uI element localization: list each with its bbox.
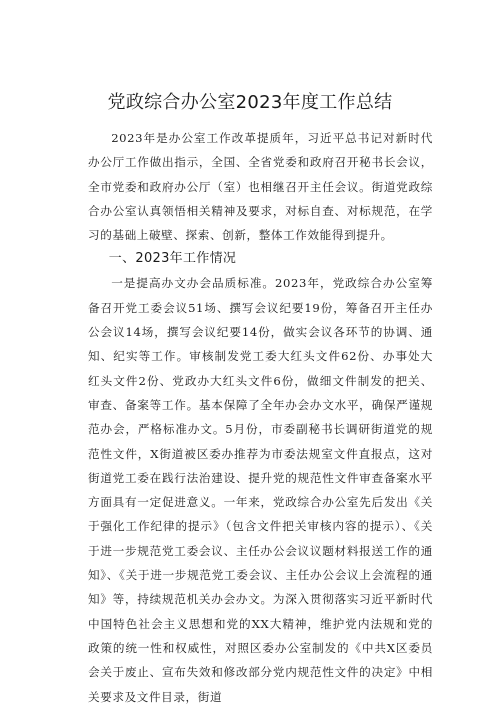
intro-paragraph: 2023年是办公室工作改革提质年，习近平总书记对新时代办公厅工作做出指示，全国、全省党委和政府召开秘书长会议，全市党委和政府办公厅（室）也相继召开主任会议。街道党政综合办公室认真领悟相关精神及要求，对标自查、对标规范，在学习的基础上破壁、探索、创新，整体工作效能得到提升。: [88, 131, 433, 243]
document-title: 党政综合办公室2023年度工作总结: [107, 92, 393, 113]
document-body: [88, 126, 433, 709]
section-heading: 一、2023年工作情况: [108, 251, 237, 267]
work-paragraph: 一是提高办文办会品质标准。2023年，党政综合办公室筹备召开党工委会议51场、撰写会议纪要19份，筹备召开主任办公会议14场，撰写会议纪要14份，做实会议各环节的协调、通知、纪实等工作。审核制发党工委大红头文件62份、办事处大红头文件2份、党政办大红头文件6份，做细文件制发的把关、审查、备案等工作。基本保障了全年办会办文水平，确保严谨规范办会，严格标准办文。5月份，市委副秘书长调研街道党的规范性文件，X街道被区委办推荐为市委法规室文件直报点，这对街道党工委在践行法治建设、提升党的规范性文件审查备案水平方面具有一定促进意义。一年来，党政综合办公室先后发出《关于强化工作纪律的提示》（包含文件把关审核内容的提示）、《关于进一步规范党工委会议、主任办公会议议题材料报送工作的通知》、《关于进一步规范党工委会议、主任办公会议上会流程的通知》等，持续规范机关办会办文。为深入贯彻落实习近平新时代中国特色社会主义思想和党的XX大精神，维护党内法规和党的政策的统一性和权威性，对照区委办公室制发的《中共X区委员会关于废止、宣布失效和修改部分党内规范性文件的决定》中相关要求及文件目录，街道: [88, 276, 433, 704]
